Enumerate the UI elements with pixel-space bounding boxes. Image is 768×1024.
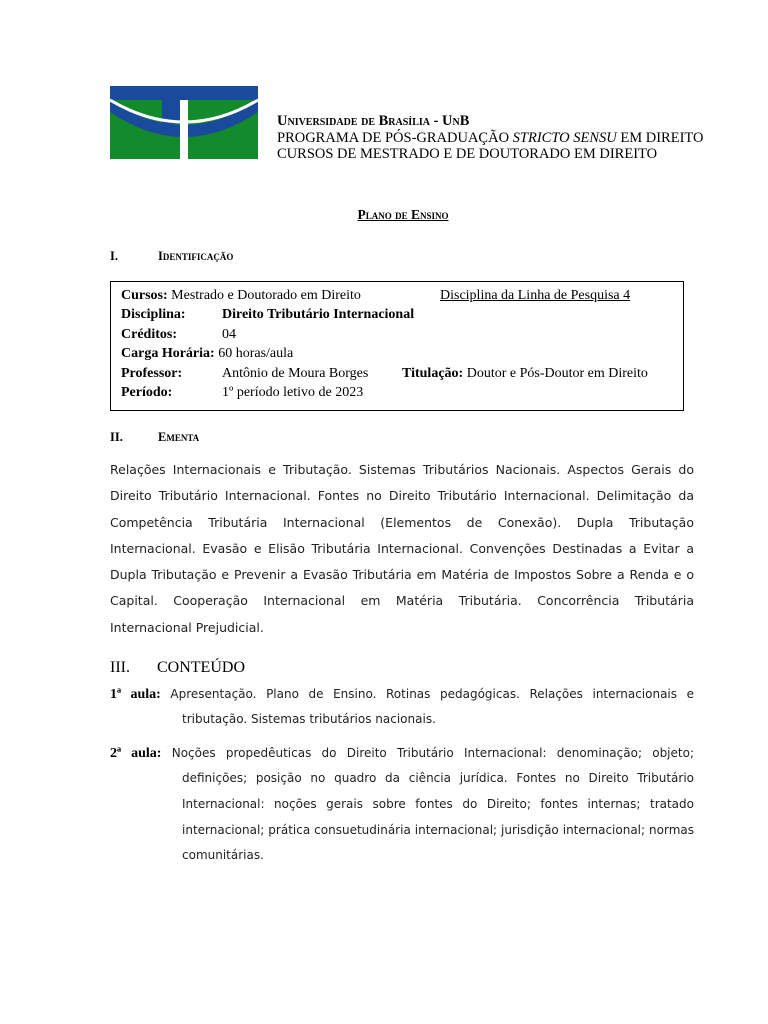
carga-row: Carga Horária: 60 horas/aula	[121, 346, 294, 361]
periodo-row: Período: 1º período letivo de 2023	[121, 385, 364, 400]
ementa-text: Relações Internacionais e Tributação. Sistemas Tributários Nacionais. Aspectos Gerais do Direito Tributário Internacional. Fontes no Direito Tributário Internacional. Delimitação da Competência Tributária Internacional (Elementos de Conexão). Dupla Tributação Internacional. Evasão e Elisão Tributária Internacional. Convenções Destinadas a Evitar a Dupla Tributação e Prevenir a Evasão Tributária em Matéria de Impostos Sobre a Renda e o Capital. Cooperação Internacional em Matéria Tributária. Concorrência Tributária Internacional Prejudicial.	[110, 462, 694, 635]
aula-2: 2ª aula: Noções propedêuticas do Direito Tributário Internacional: denominação; objeto; definições; posição no quadro da ciência jurídica. Fontes no Direito Tributário Internacional: noções gerais sobre fontes do Direito; fontes internas; tratado internacional; prática consuetudinária internacional; jurisdição internacional; normas comunitárias.	[110, 746, 694, 863]
university-name: Universidade de Brasília - UnB	[277, 113, 470, 129]
program-line: PROGRAMA DE PÓS-GRADUAÇÃO STRICTO SENSU EM DIREITO	[277, 130, 704, 146]
cursos-row: Cursos: Mestrado e Doutorado em Direito Disciplina da Linha de Pesquisa 4	[121, 288, 631, 303]
stricto-sensu: STRICTO SENSU	[512, 130, 617, 146]
section-identificacao-heading: I. Identificação	[110, 249, 234, 263]
creditos-row: Créditos: 04	[121, 327, 236, 342]
unb-logo	[110, 86, 258, 159]
disciplina-row: Disciplina: Direito Tributário Internacional	[121, 307, 415, 322]
section-conteudo-heading: III. CONTEÚDO	[110, 659, 245, 676]
professor-row: Professor: Antônio de Moura Borges Titulação: Doutor e Pós-Doutor em Direito	[121, 366, 648, 381]
section-ementa-heading: II. Ementa	[110, 430, 200, 444]
courses-line: CURSOS DE MESTRADO E DE DOUTORADO EM DIREITO	[277, 146, 658, 162]
identification-box	[110, 281, 684, 411]
aula-1: 1ª aula: Apresentação. Plano de Ensino. Rotinas pedagógicas. Relações internacionais e tributação. Sistemas tributários nacionais.	[110, 687, 694, 726]
document-title: Plano de Ensino	[357, 207, 449, 222]
header-block	[277, 113, 703, 162]
linha-pesquisa-link[interactable]: Disciplina da Linha de Pesquisa 4	[440, 288, 631, 303]
